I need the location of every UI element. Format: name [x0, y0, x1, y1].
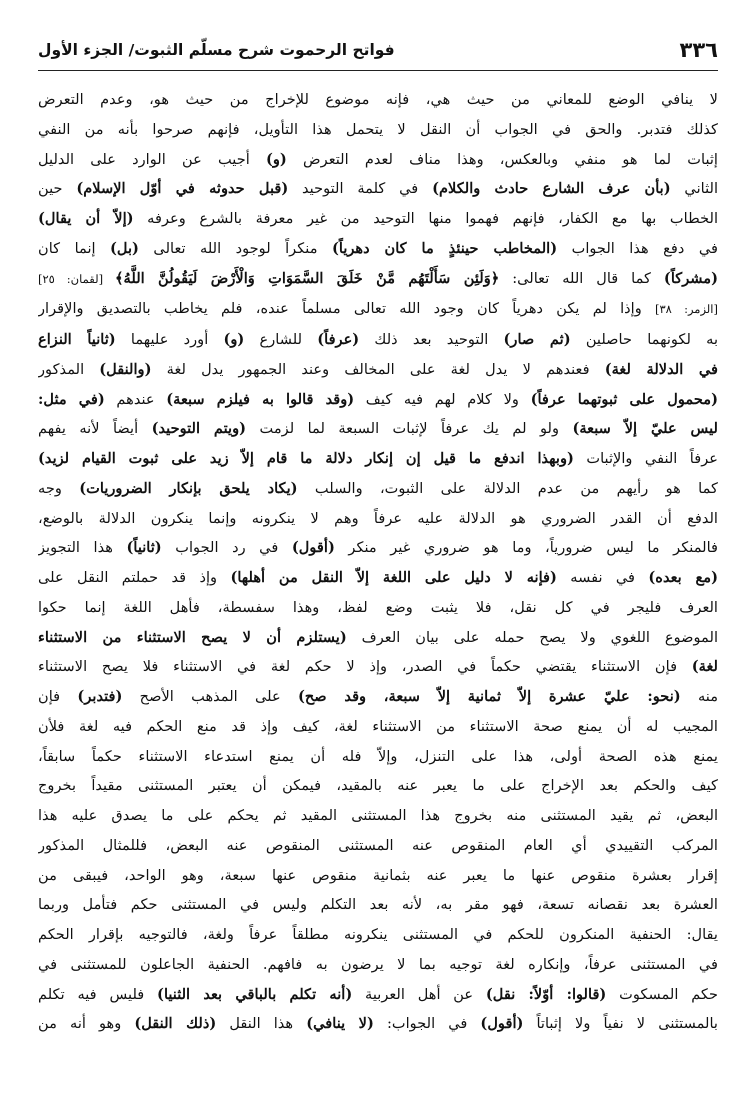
text-line	[38, 890, 718, 920]
text-line	[38, 294, 718, 325]
sharh-text: منه	[680, 688, 718, 705]
sharh-text: يمنع هذه الصحة أولى، هذا على التنزل، وإلاّ فله أن يمنع استدعاء الاستثناء حكماً سابقاً،	[38, 747, 718, 765]
bold-matn-text: (مع بعده)	[648, 569, 718, 586]
bold-matn-text: في الدلالة لغة)	[604, 360, 718, 378]
bold-matn-text: (و)	[223, 331, 245, 348]
sharh-text: يقال: الحنفية المنكرون للحكم في المستثنى ينكرونه مطلقاً عرفاً ولغة، فالتوجيه بإقرار الحكم	[38, 926, 718, 943]
sharh-text: ولو لم يك عرفاً لإثبات السبعة لما لزمت	[246, 420, 573, 438]
body-text	[38, 85, 718, 1039]
sharh-text: بالمستثنى لا نفياً ولا إثباتاً	[523, 1015, 718, 1033]
text-line	[38, 950, 718, 980]
text-line	[38, 115, 718, 145]
bold-matn-text: (قبل حدوثه في أوّل الإسلام)	[76, 180, 289, 198]
text-line	[38, 474, 718, 504]
text-line	[38, 861, 718, 891]
bold-matn-text: ﴿وَلَئِن سَأَلْتَهُم مَّنْ خَلَقَ السَّمَوَاتِ وَالْأَرْضَ لَيَقُولُنَّ اللَّهُ﴾	[114, 269, 500, 287]
sharh-text: فعندهم لا يدل لغة على المخالف وعند الجمهور يدل لغة	[151, 360, 605, 378]
sharh-text: في رد الجواب	[161, 539, 292, 557]
text-line	[38, 712, 718, 742]
sharh-text: للشارع	[244, 331, 318, 348]
sharh-text: كذلك فتدبر. والحق في الجواب أن النقل لا يتحمل هذا التأويل، فإنهم صرحوا بأنه من النفي	[38, 120, 718, 138]
text-line	[38, 652, 718, 682]
bold-matn-text: (إلاّ أن يقال)	[38, 210, 134, 227]
sharh-text: الدفع أن القدر الضروري هو الدلالة عليه عرفاً وهم لا ينكرونه وإنما ينكرون الدلالة بالوضع،	[38, 509, 718, 527]
bold-matn-text: (أنه تكلم بالباقي بعد الثنيا)	[157, 985, 353, 1003]
bold-matn-text: (و)	[265, 150, 287, 168]
text-line	[38, 145, 718, 175]
bold-matn-text: (في مثل:	[38, 390, 105, 408]
text-line	[38, 1009, 718, 1039]
sharh-text: المذكور	[38, 360, 100, 378]
sharh-text: العرف فليجر في كل نقل، فلا يثبت وضع لفظ، وهذا سفسطة، فأهل اللغة إنما حكوا	[38, 598, 718, 616]
sharh-text: كيف والحكم بعد الإخراج على ما يعبر عنه بالمقيد، فيمكن أن يعتبر المستثنى مقيداً بخروج	[38, 777, 718, 795]
sharh-text: عندهم	[104, 390, 167, 408]
bold-matn-text: (أقول)	[291, 539, 335, 557]
sharh-text: العشرة بعد نقصانه تسعة، فهو مقر به، لأنه بعد التكلم وليس في المستثنى حكم فتأمل وربما	[38, 896, 718, 914]
sharh-text: على المذهب الأصح	[122, 688, 298, 705]
sharh-text: الثاني	[670, 180, 718, 198]
bold-matn-text: (وبهذا اندفع ما قيل إن إنكار دلالة ما قام إلاّ زيد على ثبوت القيام لزيد)	[38, 450, 574, 467]
sharh-text: وهو أنه من	[38, 1015, 135, 1033]
text-line	[38, 980, 718, 1010]
sharh-text: إقرار بعشرة منقوص عنها ما يعبر عنه بثمانية منقوص عنها سبعة، وهو الواحد، فيبقى من	[38, 866, 718, 884]
sharh-text: فإن الاستثناء يقتضي حكماً في الصدر، وإذ لا حكم لغة في الاستثناء فلا يصح الاستثناء	[38, 658, 692, 676]
sharh-text: في المستثنى عرفاً، وإنكاره لغة توجيه بما لا يرضون به فافهم. الحنفية الجاعلون للمستثنى في	[38, 955, 718, 973]
bold-matn-text: (يستلزم أن لا يصح الاستثناء من الاستثناء	[38, 628, 347, 646]
verse-reference: [الزمر: ٣٨]	[654, 302, 718, 317]
text-line	[38, 563, 718, 593]
sharh-text: في دفع هذا الجواب	[557, 239, 718, 257]
sharh-text: فإن	[38, 688, 78, 705]
bold-matn-text: (ويتم التوحيد)	[151, 420, 247, 438]
sharh-text: هذا النقل	[216, 1015, 307, 1033]
sharh-text: وإذ قد حملتم النقل على	[38, 569, 231, 586]
bold-matn-text: (بل)	[110, 239, 139, 257]
bold-matn-text: (لا ينافي)	[306, 1015, 374, 1033]
text-line	[38, 623, 718, 653]
bold-matn-text: (والنقل)	[99, 360, 152, 378]
sharh-text: الخطاب بها مع الكفار، فإنهم فهموا منها التوحيد من غير معرفة بالشرع وعرفه	[133, 210, 718, 227]
sharh-text: إثبات لما هو منفي وبالعكس، وهذا مناف لعدم التعرض	[286, 150, 718, 168]
bold-matn-text: (بأن عرف الشارع حادث والكلام)	[432, 180, 671, 198]
text-line	[38, 174, 718, 204]
bold-matn-text: (يكاد يلحق بإنكار الضروريات)	[79, 479, 298, 497]
sharh-text: فليس فيه تكلم	[38, 985, 158, 1003]
sharh-text: وجه	[38, 479, 80, 497]
sharh-text: به لكونهما حاصلين	[570, 331, 718, 348]
sharh-text: البعض، ثم يقيد المستثنى منه بخروج هذا المستثنى المقيد ثم يحكم على ما يصدق عليه هذا	[38, 807, 718, 824]
sharh-text: عن أهل العربية	[352, 985, 486, 1003]
sharh-text: منكراً لوجود الله تعالى	[138, 239, 332, 257]
text-line	[38, 355, 718, 385]
text-line	[38, 593, 718, 623]
sharh-text: حكم المسكوت	[606, 985, 718, 1003]
bold-matn-text: (قالوا: أوّلاً: نقل)	[485, 985, 607, 1003]
bold-matn-text: (ثانياً)	[126, 539, 162, 557]
text-line	[38, 234, 718, 264]
bold-matn-text: (ذلك النقل)	[134, 1015, 217, 1033]
text-line	[38, 504, 718, 534]
text-line	[38, 264, 718, 295]
sharh-text: حين	[38, 180, 77, 198]
sharh-text: عرفاً النفي والإثبات	[573, 450, 718, 467]
text-line	[38, 325, 718, 355]
text-line	[38, 414, 718, 444]
text-line	[38, 204, 718, 234]
sharh-text: وإذا لم يكن دهرياً كان وجود الله تعالى مسلماً عنده، فلم يخاطب بالتصديق والإقرار	[38, 300, 655, 318]
text-line	[38, 801, 718, 831]
bold-matn-text: (مشركاً)	[663, 269, 718, 287]
sharh-text: الموضوع اللغوي ولا يصح حمله على بيان العرف	[346, 628, 718, 646]
page-number: ٣٣٦	[679, 38, 718, 62]
text-line	[38, 533, 718, 563]
sharh-text: أجيب عن الوارد على الدليل	[38, 150, 266, 168]
bold-matn-text: (وقد قالوا به فيلزم سبعة)	[166, 390, 355, 408]
bold-matn-text: (فإنه لا دليل على اللغة إلاّ النقل من أهلها)	[230, 569, 557, 586]
sharh-text: في نفسه	[556, 569, 649, 586]
bold-matn-text: (محمول على ثبوتهما عرفاً)	[530, 390, 718, 408]
sharh-text: في كلمة التوحيد	[288, 180, 433, 198]
bold-matn-text: (نحو: عليّ عشرة إلاّ ثمانية إلاّ سبعة، وقد صح)	[297, 688, 681, 705]
text-line	[38, 742, 718, 772]
bold-matn-text: لغة)	[691, 658, 718, 676]
text-line	[38, 920, 718, 950]
book-page	[38, 30, 718, 1070]
page-header	[38, 30, 718, 71]
bold-matn-text: (ثم صار)	[503, 331, 571, 348]
sharh-text: ولا كلام لهم فيه كيف	[354, 390, 531, 408]
text-line	[38, 385, 718, 415]
sharh-text: كما قال الله تعالى:	[499, 269, 664, 287]
sharh-text: كما هو رأيهم من عدم الدلالة على الثبوت، والسلب	[297, 479, 718, 497]
text-line	[38, 682, 718, 712]
sharh-text: المركب التقييدي أي العام المنقوص عنه المستثنى المنقوص عنه البعض، فللمثال المذكور	[38, 836, 718, 854]
text-line	[38, 85, 718, 115]
bold-matn-text: (ثانياً النزاع	[38, 331, 116, 348]
bold-matn-text: (المخاطب حينئذٍ ما كان دهرياً)	[331, 239, 558, 257]
bold-matn-text: ليس عليّ إلاّ سبعة)	[572, 420, 718, 438]
sharh-text: إنما كان	[38, 239, 111, 257]
running-title: فواتح الرحموت شرح مسلّم الثبوت/ الجزء الأول	[38, 41, 395, 59]
text-line	[38, 444, 718, 474]
bold-matn-text: (فتدبر)	[77, 688, 123, 705]
text-line	[38, 771, 718, 801]
sharh-text: المجيب له أن يمنع صحة الاستثناء من الاستثناء لغة، كيف وإذ قد منع الحكم فيه لغة فلأن	[38, 717, 718, 735]
sharh-text: أورد عليهما	[115, 331, 224, 348]
bold-matn-text: (أقول)	[480, 1015, 524, 1033]
sharh-text: أيضاً لأنه يفهم	[38, 420, 152, 438]
sharh-text: في الجواب:	[373, 1015, 481, 1033]
sharh-text: لا ينافي الوضع للمعاني من حيث هي، فإنه موضوع للإخراج من حيث هو، وعدم التعرض	[38, 91, 718, 108]
bold-matn-text: (عرفاً)	[317, 331, 360, 348]
text-line	[38, 831, 718, 861]
sharh-text: التوحيد بعد ذلك	[359, 331, 504, 348]
verse-reference: [لقمان: ٢٥]	[38, 271, 115, 286]
sharh-text: فالمنكر ما ليس ضرورياً، وما هو ضروري غير منكر	[334, 539, 718, 557]
sharh-text: هذا التجويز	[38, 539, 127, 557]
